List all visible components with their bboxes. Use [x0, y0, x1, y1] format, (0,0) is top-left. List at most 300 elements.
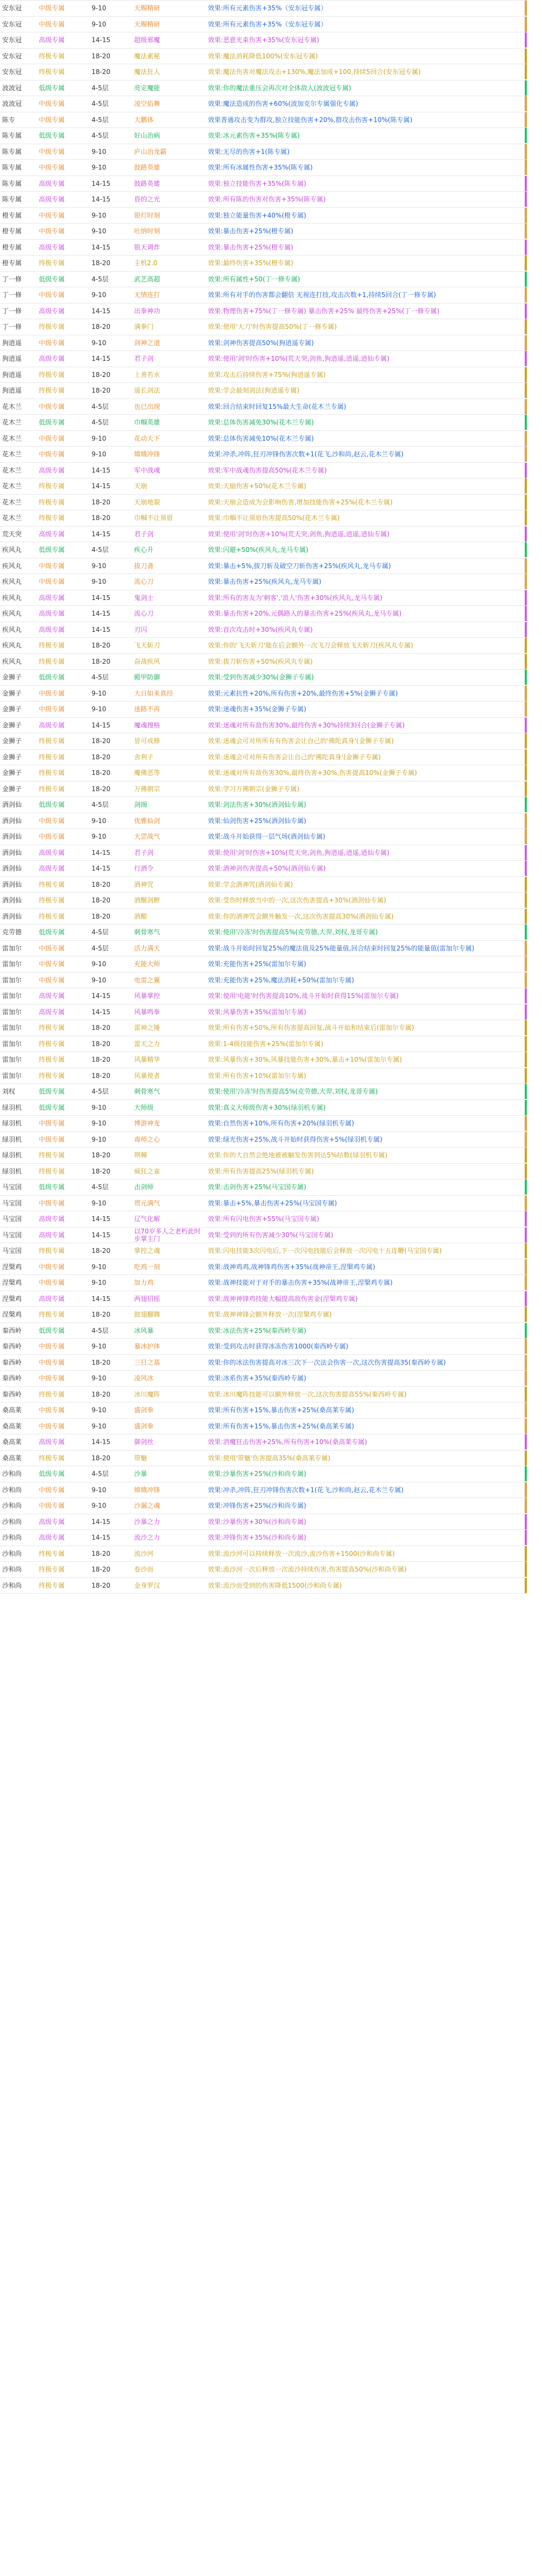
level-cell: 9-10	[91, 450, 106, 458]
tier-cell: 高级专属	[38, 1008, 65, 1016]
table-row	[0, 287, 527, 304]
skill-cell: 刃闪	[134, 625, 148, 633]
effect-cell: 效果:使用'剑'时伤害+10%(荒天突,剑鱼,狗逍遥,逍遥,逍仙专属)	[208, 355, 390, 363]
skill-cell: 贯元满气	[134, 1199, 160, 1207]
level-cell: 4-5层	[91, 928, 109, 936]
skill-cell: 拔刀斋	[134, 562, 154, 570]
hero-name-cell: 狗逍遥	[2, 387, 22, 395]
tier-color-bar	[525, 240, 527, 255]
hero-name-cell: 酒剑仙	[2, 865, 22, 873]
level-cell: 9-10	[91, 1135, 106, 1143]
tier-color-bar	[525, 1243, 527, 1258]
skill-cell: 三目之基	[134, 1358, 160, 1366]
hero-name-cell: 沙和尚	[2, 1502, 22, 1510]
effect-cell: 效果:受到攻击时获得冰冻伤害1000(秦西岭专属)	[208, 1343, 349, 1351]
tier-color-bar	[525, 877, 527, 892]
tier-color-bar	[525, 1196, 527, 1211]
tier-color-bar	[525, 1307, 527, 1322]
skill-cell: 优雅仙剑	[134, 817, 160, 825]
table-row	[0, 877, 527, 893]
effect-cell: 效果:物理伤害+75%(丁一修专属) 暴击伤害+25% 最终伤害+25%(丁一修专属)	[208, 307, 440, 315]
effect-cell: 效果:所有元素伤害+35%（安东冠专属）	[208, 20, 327, 28]
tier-cell: 终极专属	[38, 1549, 65, 1557]
level-cell: 9-10	[91, 1120, 106, 1128]
hero-name-cell: 花木兰	[2, 450, 22, 458]
table-row	[0, 1355, 527, 1371]
tier-color-bar	[525, 1020, 527, 1035]
skill-cell: 风暴使者	[134, 1071, 160, 1080]
table-row	[0, 1434, 527, 1451]
effect-cell: 效果:所有伤害提高25%(绿羽机专属)	[208, 1167, 314, 1175]
tier-color-bar	[525, 478, 527, 494]
table-row	[0, 558, 527, 575]
effect-cell: 效果:消魔狂击伤害+25%,所有伤害+10%(桑高莱专属)	[208, 1438, 367, 1446]
effect-cell: 效果:剑神伤害提高50%(狗逍遥专属)	[208, 339, 314, 347]
skill-cell: 刺骨寒气	[134, 1088, 160, 1096]
tier-cell: 终极专属	[38, 1454, 65, 1462]
tier-color-bar	[525, 574, 527, 589]
hero-name-cell: 花木兰	[2, 419, 22, 427]
skill-cell: 遥长剑法	[134, 387, 160, 395]
tier-cell: 高级专属	[38, 1294, 65, 1303]
tier-cell: 中级专属	[38, 402, 65, 410]
tier-color-bar	[525, 447, 527, 462]
effect-cell: 效果:剑法伤害+30%(酒剑仙专属)	[208, 801, 306, 809]
effect-cell: 效果:学习万佛朝宗(金狮子专属)	[208, 785, 299, 793]
tier-color-bar	[525, 1530, 527, 1545]
skill-cell: 酒神咒	[134, 880, 154, 888]
tier-color-bar	[525, 1546, 527, 1561]
effect-cell: 效果:酒神剑伤害提高+50%(酒剑仙专属)	[208, 865, 326, 873]
table-row	[0, 335, 527, 352]
skill-cell: 好山治病	[134, 132, 160, 140]
level-cell: 14-15	[91, 179, 111, 187]
level-cell: 14-15	[91, 530, 111, 538]
tier-cell: 终极专属	[38, 68, 65, 76]
skill-cell: 荆棘	[134, 1151, 148, 1159]
hero-name-cell: 酒剑仙	[2, 833, 22, 841]
tier-color-bar	[525, 638, 527, 653]
tier-cell: 中级专属	[38, 1279, 65, 1287]
tier-color-bar	[525, 208, 527, 223]
skill-cell: 行酒令	[134, 865, 154, 873]
tier-cell: 中级专属	[38, 147, 65, 156]
skill-cell: 亮定魔能	[134, 84, 160, 92]
level-cell: 14-15	[91, 1518, 111, 1526]
tier-color-bar	[525, 1451, 527, 1466]
tier-cell: 中级专属	[38, 833, 65, 841]
tier-cell: 中级专属	[38, 578, 65, 586]
skill-cell: 剑神之道	[134, 339, 160, 347]
tier-color-bar	[525, 1323, 527, 1338]
level-cell: 9-10	[91, 960, 106, 968]
hero-name-cell: 陈专属	[2, 164, 22, 172]
hero-name-cell: 金狮子	[2, 689, 22, 697]
table-row	[0, 463, 527, 479]
tier-color-bar	[525, 399, 527, 414]
hero-name-cell: 绿羽机	[2, 1151, 22, 1159]
level-cell: 14-15	[91, 594, 111, 602]
tier-cell: 终极专属	[38, 1056, 65, 1064]
effect-cell: 效果:充能伤害+25%,魔法消耗+50%(雷加尔专属)	[208, 976, 354, 984]
hero-name-cell: 秦西岭	[2, 1358, 22, 1366]
effect-cell: 效果:受伤时释放当中的一次,这次伤害提高+30%(酒剑仙专属)	[208, 896, 386, 905]
skill-cell: 大鹏体	[134, 116, 154, 124]
level-cell: 9-10	[91, 211, 106, 219]
skill-cell: 魔法素秘	[134, 52, 160, 60]
table-row	[0, 686, 527, 702]
tier-cell: 终极专属	[38, 753, 65, 761]
table-row	[0, 1164, 527, 1180]
tier-cell: 中级专属	[38, 976, 65, 984]
tier-color-bar	[525, 702, 527, 717]
effect-cell: 效果:冰川魔阵技能可以额外释放一次,这次伤害提高55%(秦西岭专属)	[208, 1390, 407, 1398]
effect-cell: 效果:恶意光束伤害+35%(安东冠专属)	[208, 36, 319, 44]
effect-cell: 效果:所有的害友为'刺客','浪人'伤害+30%(疾风丸,龙马专属)	[208, 594, 383, 602]
hero-name-cell: 金狮子	[2, 737, 22, 745]
level-cell: 18-20	[91, 1040, 111, 1048]
effect-cell: 效果:独立能量伤害+40%(橙专属)	[208, 211, 306, 219]
hero-name-cell: 克劳德	[2, 928, 22, 936]
level-cell: 4-5层	[91, 132, 109, 140]
table-row	[0, 1020, 527, 1036]
skill-cell: 风暴掌控	[134, 992, 160, 1000]
effect-cell: 效果:天崩伤害+50%(花木兰专属)	[208, 482, 306, 490]
effect-cell: 效果:真义大师级伤害+30%(绿羽机专属)	[208, 1103, 326, 1111]
hero-name-cell: 绿羽机	[2, 1135, 22, 1143]
hero-name-cell: 陈专属	[2, 132, 22, 140]
table-row	[0, 1259, 527, 1276]
skill-cell: 冰风暴	[134, 1326, 154, 1334]
level-cell: 4-5层	[91, 275, 109, 283]
tier-color-bar	[525, 1068, 527, 1083]
tier-color-bar	[525, 1562, 527, 1577]
hero-name-cell: 丁一修	[2, 323, 22, 331]
hero-name-cell: 酒剑仙	[2, 817, 22, 825]
table-row	[0, 351, 527, 367]
hero-name-cell: 安东冠	[2, 36, 22, 44]
hero-name-cell: 雷加尔	[2, 1024, 22, 1032]
level-cell: 4-5层	[91, 1183, 109, 1191]
hero-name-cell: 丁一修	[2, 275, 22, 283]
tier-color-bar	[525, 1466, 527, 1481]
table-row	[0, 1466, 527, 1482]
table-row	[0, 829, 527, 845]
effect-cell: 效果:元素抗性+20%,所有伤害+20%,最终伤害+5%(金狮子专属)	[208, 689, 398, 697]
effect-cell: 效果:受到的所有伤害减少30%(马宝国专属)	[208, 1231, 333, 1239]
hero-name-cell: 马宝国	[2, 1231, 22, 1239]
tier-cell: 高级专属	[38, 355, 65, 363]
table-row	[0, 272, 527, 288]
tier-cell: 中级专属	[38, 434, 65, 442]
tier-color-bar	[525, 80, 527, 96]
tier-cell: 中级专属	[38, 450, 65, 458]
tier-color-bar	[525, 973, 527, 988]
table-row	[0, 1052, 527, 1068]
table-row	[0, 606, 527, 622]
effect-cell: 效果:所有伤害+50%,所有伤害提高回复,战斗开始和结束后(雷加尔专属)	[208, 1024, 414, 1032]
level-cell: 14-15	[91, 1215, 111, 1223]
tier-cell: 终极专属	[38, 259, 65, 267]
level-cell: 14-15	[91, 482, 111, 490]
skill-cell: 昏的之光	[134, 195, 160, 204]
effect-cell: 效果:最终伤害+35%(橙专属)	[208, 259, 293, 267]
tier-color-bar	[525, 558, 527, 574]
tier-cell: 终极专属	[38, 912, 65, 920]
hero-name-cell: 马宝国	[2, 1183, 22, 1191]
tier-cell: 高级专属	[38, 865, 65, 873]
tier-color-bar	[525, 765, 527, 780]
tier-cell: 低级专属	[38, 1088, 65, 1096]
tier-color-bar	[525, 941, 527, 956]
skill-cell: 盛剑拳	[134, 1406, 154, 1414]
table-row	[0, 510, 527, 527]
table-row	[0, 1323, 527, 1339]
skill-cell: 御剑丝	[134, 1438, 154, 1446]
tier-cell: 低级专属	[38, 673, 65, 682]
table-row	[0, 447, 527, 463]
level-cell: 14-15	[91, 307, 111, 315]
level-cell: 18-20	[91, 657, 111, 665]
hero-name-cell: 狗逍遥	[2, 339, 22, 347]
tier-color-bar	[525, 606, 527, 621]
skill-cell: 君子剑	[134, 530, 154, 538]
level-cell: 9-10	[91, 976, 106, 984]
tier-color-bar	[525, 1402, 527, 1418]
effect-cell: 效果:风暴伤害+30%,风暴技能伤害+30%,暴击+10%(雷加尔专属)	[208, 1056, 402, 1064]
tier-color-bar	[525, 255, 527, 271]
effect-cell: 效果:迷魂会可对所所有有伤害会让自己的'佛陀真身'(金狮子专属)	[208, 737, 394, 745]
level-cell: 18-20	[91, 896, 111, 905]
table-row	[0, 80, 527, 97]
tier-cell: 高级专属	[38, 1438, 65, 1446]
tier-color-bar	[525, 431, 527, 446]
table-row	[0, 861, 527, 877]
effect-cell: 效果:你的冰法伤害提高对冰三次下一次法会伤害一次,这次伤害提高35(秦西岭专属)	[208, 1358, 446, 1366]
effect-cell: 效果:学会最刻剑法(狗逍遥专属)	[208, 387, 299, 395]
tier-cell: 低级专属	[38, 546, 65, 554]
tier-color-bar	[525, 17, 527, 32]
table-row	[0, 17, 527, 33]
tier-color-bar	[525, 463, 527, 478]
hero-name-cell: 雷加尔	[2, 944, 22, 952]
effect-cell: 效果:暴击+5%,拔刀斩及破空刀斩伤害+25%(疾风丸,龙马专属)	[208, 562, 391, 570]
hero-name-cell: 秦西岭	[2, 1343, 22, 1351]
tier-color-bar	[525, 415, 527, 430]
effect-cell: 效果:学会酒神咒(酒剑仙专属)	[208, 880, 293, 888]
effect-cell: 效果:使用'冷冻'时伤害提高5%(克劳德,大羿,刘权,龙哥专属)	[208, 1088, 378, 1096]
tier-cell: 终极专属	[38, 1247, 65, 1255]
effect-cell: 效果:攻击后持续伤害+75%(狗逍遥专属)	[208, 370, 326, 379]
effect-cell: 效果:使用'冷冻'时伤害提高5%(克劳德,大羿,刘权,龙哥专属)	[208, 928, 378, 936]
level-cell: 9-10	[91, 1486, 106, 1494]
table-row	[0, 1514, 527, 1530]
tier-cell: 低级专属	[38, 1470, 65, 1478]
skill-cell: 鼓路英雄	[134, 164, 160, 172]
level-cell: 14-15	[91, 243, 111, 251]
level-cell: 14-15	[91, 721, 111, 729]
effect-cell: 效果:冲杀,冲阵,狂刃冲锋伤害次数+1(花飞,沙和尚,赵云,花木兰专属)	[208, 450, 404, 458]
effect-cell: 效果:魔法伤害对魔法攻击+130%,魔法加成+100,持续5回合(安东冠专属)	[208, 68, 421, 76]
skill-cell: 风暴精华	[134, 1056, 160, 1064]
level-cell: 9-10	[91, 1263, 106, 1271]
level-cell: 14-15	[91, 848, 111, 857]
hero-name-cell: 秦西岭	[2, 1390, 22, 1398]
level-cell: 4-5层	[91, 944, 109, 952]
table-row	[0, 224, 527, 240]
effect-cell: 效果:充能伤害+25%(雷加尔专属)	[208, 960, 306, 968]
skill-cell: 银天调炸	[134, 243, 160, 251]
skill-cell: 庐山治龙霸	[134, 147, 167, 156]
table-row	[0, 112, 527, 129]
level-cell: 18-20	[91, 1358, 111, 1366]
tier-cell: 中级专属	[38, 4, 65, 12]
skill-cell: 满拳门	[134, 323, 154, 331]
level-cell: 18-20	[91, 880, 111, 888]
tier-cell: 终极专属	[38, 642, 65, 650]
level-cell: 9-10	[91, 147, 106, 156]
hero-name-cell: 刘权	[2, 1088, 16, 1096]
effect-cell: 效果:冰系伤害+35%(秦西岭专属)	[208, 1374, 306, 1383]
tier-cell: 低级专属	[38, 1183, 65, 1191]
tier-cell: 高级专属	[38, 721, 65, 729]
tier-cell: 中级专属	[38, 339, 65, 347]
table-row	[0, 1036, 527, 1053]
level-cell: 9-10	[91, 1374, 106, 1383]
effect-cell: 效果:暴击伤害+25%(疾风丸,龙马专属)	[208, 578, 322, 586]
tier-color-bar	[525, 224, 527, 239]
effect-cell: 效果:战神鸡鸡,战神锋鸡伤害+35%(战神帝王,涅槃鸡专属)	[208, 1263, 376, 1271]
tier-cell: 终极专属	[38, 1071, 65, 1080]
hero-name-cell: 金狮子	[2, 769, 22, 777]
effect-cell: 效果:暴击+5%,暴击伤害+25%(马宝国专属)	[208, 1199, 337, 1207]
level-cell: 18-20	[91, 1151, 111, 1159]
tier-color-bar	[525, 1387, 527, 1402]
skill-cell: 击剑师	[134, 1183, 154, 1191]
effect-cell: 效果:使用'大刀'时伤害提高50%(丁一修专属)	[208, 323, 337, 331]
tier-cell: 中级专属	[38, 164, 65, 172]
level-cell: 14-15	[91, 36, 111, 44]
level-cell: 18-20	[91, 737, 111, 745]
skill-cell: 金身罗汉	[134, 1581, 160, 1589]
tier-cell: 高级专属	[38, 36, 65, 44]
skill-cell: 加力鸡	[134, 1279, 154, 1287]
level-cell: 9-10	[91, 1199, 106, 1207]
effect-cell: 效果:拔刀斩伤害+50%(疾风丸专属)	[208, 657, 313, 665]
table-row	[0, 1148, 527, 1164]
tier-color-bar	[525, 1482, 527, 1498]
table-row	[0, 399, 527, 415]
tier-cell: 中级专属	[38, 944, 65, 952]
tier-cell: 中级专属	[38, 562, 65, 570]
tier-color-bar	[525, 176, 527, 191]
tier-color-bar	[525, 893, 527, 908]
table-row	[0, 1084, 527, 1100]
table-row	[0, 941, 527, 957]
tier-cell: 中级专属	[38, 211, 65, 219]
hero-name-cell: 雷加尔	[2, 976, 22, 984]
effect-cell: 效果:所有伤害+10%(雷加尔专属)	[208, 1071, 306, 1080]
hero-name-cell: 安东冠	[2, 4, 22, 12]
table-row	[0, 255, 527, 272]
level-cell: 4-5层	[91, 100, 109, 108]
tier-color-bar	[525, 351, 527, 366]
tier-cell: 中级专属	[38, 1358, 65, 1366]
tier-cell: 高级专属	[38, 179, 65, 187]
effect-cell: 效果:迷魂对所有敌伤害30%,最终伤害+30%持续3回合(金狮子专属)	[208, 721, 405, 729]
tier-color-bar	[525, 1004, 527, 1020]
effect-cell: 效果:暴击伤害+25%(橙专属)	[208, 227, 293, 235]
table-row	[0, 1228, 527, 1244]
skill-cell: 风暴鸣拳	[134, 1008, 160, 1016]
tier-cell: 终极专属	[38, 1151, 65, 1159]
table-row	[0, 622, 527, 638]
table-row	[0, 478, 527, 495]
skill-cell: 殿甲防御	[134, 673, 160, 682]
tier-color-bar	[525, 32, 527, 48]
effect-cell: 效果:你的'飞天斩刀'能在后会额外一次飞刀会释放飞天斩刀(疾风丸专属)	[208, 642, 413, 650]
level-cell: 4-5层	[91, 1326, 109, 1334]
effect-cell: 效果普通攻击变为群攻,独立技能伤害+20%,群攻击伤害+10%(陈专属)	[208, 116, 413, 124]
hero-name-cell: 疾风丸	[2, 562, 22, 570]
table-row	[0, 1578, 527, 1594]
tier-cell: 终极专属	[38, 323, 65, 331]
skill-cell: 活力满天	[134, 944, 160, 952]
effect-cell: 效果:战神技能对于对手的暴击伤害+35%(战神帝王,涅槃鸡专属)	[208, 1279, 393, 1287]
hero-name-cell: 花木兰	[2, 402, 22, 410]
tier-color-bar	[525, 1514, 527, 1529]
tier-cell: 中级专属	[38, 100, 65, 108]
tier-cell: 中级专属	[38, 1502, 65, 1510]
effect-cell: 效果:所有伤害+15%,暴击伤害+25%(桑高莱专属)	[208, 1422, 354, 1430]
effect-cell: 效果:沙暴伤害+30%(沙和尚专属)	[208, 1518, 306, 1526]
skill-cell: 流心刀	[134, 610, 154, 618]
hero-name-cell: 酒剑仙	[2, 801, 22, 809]
level-cell: 14-15	[91, 1231, 111, 1239]
level-cell: 9-10	[91, 1103, 106, 1111]
hero-name-cell: 橙专属	[2, 211, 22, 219]
effect-cell: 效果:所有伤害+15%,暴击伤害+25%(桑高莱专属)	[208, 1406, 354, 1414]
table-row	[0, 925, 527, 941]
level-cell: 9-10	[91, 227, 106, 235]
hero-name-cell: 陈专属	[2, 179, 22, 187]
tier-cell: 终极专属	[38, 880, 65, 888]
tier-cell: 终极专属	[38, 1390, 65, 1398]
level-cell: 9-10	[91, 1279, 106, 1287]
tier-cell: 低级专属	[38, 1103, 65, 1111]
skill-cell: 奋战疾风	[134, 657, 160, 665]
level-cell: 9-10	[91, 562, 106, 570]
hero-name-cell: 酒剑仙	[2, 912, 22, 920]
tier-cell: 中级专属	[38, 960, 65, 968]
level-cell: 14-15	[91, 1008, 111, 1016]
table-row	[0, 49, 527, 65]
tier-cell: 高级专属	[38, 530, 65, 538]
hero-name-cell: 疾风丸	[2, 578, 22, 586]
level-cell: 14-15	[91, 1438, 111, 1446]
tier-cell: 低级专属	[38, 801, 65, 809]
hero-name-cell: 绿羽机	[2, 1120, 22, 1128]
table-row	[0, 750, 527, 766]
effect-cell: 效果:受到伤害减少30%(金狮子专属)	[208, 673, 314, 682]
effect-cell: 效果:总体伤害减免30%(花木兰专属)	[208, 419, 314, 427]
tier-color-bar	[525, 160, 527, 175]
tier-color-bar	[525, 319, 527, 334]
tier-color-bar	[525, 1, 527, 16]
skill-cell: 博游神龙	[134, 1120, 160, 1128]
table-row	[0, 367, 527, 383]
skill-cell: 嫦娥冲锋	[134, 450, 160, 458]
